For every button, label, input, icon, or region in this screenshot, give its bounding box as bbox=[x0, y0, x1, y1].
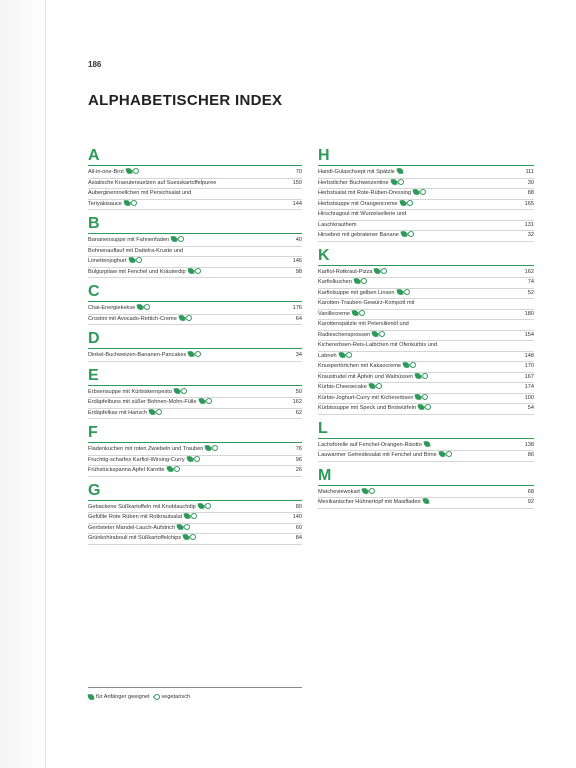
entry-name bbox=[318, 373, 518, 383]
veg-icon bbox=[172, 466, 180, 473]
index-entry[interactable] bbox=[318, 341, 534, 352]
entry-title: Gebackene Süßkartoffeln mit Knoblauchdip bbox=[88, 503, 196, 510]
entry-title: Crostini mit Avocado-Rettich-Creme bbox=[88, 315, 177, 322]
veg-icon bbox=[445, 451, 453, 458]
entry-marks bbox=[124, 200, 137, 206]
entry-page-number: 140 bbox=[292, 514, 302, 520]
beginner-icon bbox=[166, 466, 173, 472]
entry-marks bbox=[187, 456, 200, 462]
entry-title: Kürbis-Joghurt-Curry mit Kichererbsen bbox=[318, 394, 414, 401]
beginner-icon bbox=[396, 168, 403, 174]
entry-marks bbox=[188, 351, 201, 357]
index-section-c bbox=[88, 283, 302, 325]
index-entry[interactable] bbox=[88, 351, 302, 362]
entry-marks bbox=[424, 441, 430, 447]
veg-icon bbox=[421, 373, 429, 380]
index-entry[interactable] bbox=[318, 200, 534, 211]
entry-page-number: 167 bbox=[524, 373, 534, 380]
entry-page-number: 76 bbox=[295, 446, 302, 452]
entry-page-number: 86 bbox=[527, 452, 534, 458]
entry-marks bbox=[369, 383, 382, 389]
index-entry[interactable] bbox=[88, 257, 302, 268]
entry-title: Handl-Gulaschsept mit Spätzle bbox=[318, 169, 395, 175]
entry-title: Bananensuppe mit Fahnenfaden bbox=[88, 237, 170, 243]
beginner-icon bbox=[423, 441, 430, 447]
entry-name bbox=[88, 456, 286, 466]
veg-icon bbox=[211, 445, 219, 452]
entry-title: Kichererbsen-Reis-Laibchen mit Ofenkürbis und bbox=[318, 342, 438, 348]
index-entry[interactable] bbox=[318, 299, 534, 310]
entry-name bbox=[88, 257, 286, 267]
entry-title: Karfiol-Rotkraut-Pizza bbox=[318, 268, 373, 275]
index-entry[interactable] bbox=[88, 304, 302, 315]
section-letter: C bbox=[88, 283, 302, 302]
entry-marks bbox=[415, 373, 428, 379]
entry-name bbox=[318, 352, 518, 362]
index-section-a bbox=[88, 147, 302, 210]
entry-marks bbox=[184, 513, 197, 519]
entry-name bbox=[318, 289, 518, 299]
index-entry[interactable] bbox=[318, 179, 534, 190]
entry-name bbox=[88, 409, 286, 419]
entry-marks bbox=[400, 200, 413, 206]
entry-name bbox=[318, 200, 518, 210]
index-entry[interactable] bbox=[318, 168, 534, 179]
index-entry[interactable] bbox=[88, 247, 302, 258]
entry-marks bbox=[167, 466, 180, 472]
veg-icon bbox=[419, 189, 427, 196]
entry-name bbox=[318, 383, 518, 393]
index-entry[interactable] bbox=[318, 352, 534, 363]
veg-icon bbox=[378, 331, 386, 338]
entry-title: Bulgurpilaw mit Fenchel und Kräuterdip bbox=[88, 268, 186, 275]
entry-name bbox=[318, 394, 518, 404]
entry-name bbox=[88, 513, 286, 523]
entry-page-number: 74 bbox=[527, 279, 534, 285]
entry-title: Herbstsuppe mit Orangencreme bbox=[318, 200, 398, 207]
entry-title: Grünkohlrabouli mit Süßkartoffelchips bbox=[88, 535, 182, 541]
entry-name bbox=[318, 488, 518, 498]
entry-title: Frühstückspanna Apfel Karotte bbox=[88, 467, 165, 473]
index-entry[interactable] bbox=[88, 534, 302, 545]
entry-title: Vanillecreme bbox=[318, 310, 350, 317]
section-letter: E bbox=[88, 367, 302, 386]
veg-icon bbox=[421, 394, 429, 401]
index-entry[interactable] bbox=[318, 488, 534, 499]
entry-title: Lachsforelle auf Fenchel-Orangen-Risotto bbox=[318, 441, 422, 448]
page-spine bbox=[0, 0, 46, 768]
entry-page-number: 174 bbox=[524, 384, 534, 390]
entry-marks bbox=[179, 315, 192, 321]
entry-title: Hirsebrei mit gebratener Banane bbox=[318, 232, 399, 238]
entry-title: Asiatische Kraeutersuelzen auf Suesskartoffelpuree bbox=[88, 179, 217, 186]
entry-name bbox=[318, 278, 518, 288]
veg-icon bbox=[407, 231, 415, 238]
entry-title: Kürbis-Cheesecake bbox=[318, 384, 367, 390]
index-entry[interactable] bbox=[318, 320, 534, 331]
entry-title: Mexikanischer Hühnertopf mit Maisfladen bbox=[318, 499, 421, 505]
index-entry[interactable] bbox=[318, 451, 534, 462]
index-entry[interactable] bbox=[318, 310, 534, 321]
entry-title: Herbstlicher Buchweizentine bbox=[318, 179, 389, 186]
index-section-h bbox=[318, 147, 534, 242]
entry-name bbox=[88, 236, 286, 246]
entry-page-number: 148 bbox=[524, 352, 534, 359]
entry-page-number: 80 bbox=[295, 503, 302, 510]
entry-name bbox=[318, 498, 518, 508]
entry-title: All-in-one-Brot bbox=[88, 169, 124, 175]
index-entry[interactable] bbox=[88, 513, 302, 524]
entry-page-number: 64 bbox=[295, 315, 302, 322]
index-entry[interactable] bbox=[88, 456, 302, 467]
entry-name bbox=[88, 503, 286, 513]
index-entry[interactable] bbox=[318, 441, 534, 452]
entry-name bbox=[88, 388, 286, 398]
entry-name bbox=[318, 268, 518, 278]
index-entry[interactable] bbox=[88, 409, 302, 420]
entry-page-number: 131 bbox=[524, 221, 534, 228]
veg-icon bbox=[143, 304, 151, 311]
entry-title: Erdäpfelkas mit Harisch bbox=[88, 409, 148, 416]
entry-marks bbox=[126, 168, 139, 174]
veg-icon bbox=[402, 289, 410, 296]
entry-marks bbox=[137, 304, 150, 310]
veg-icon bbox=[192, 456, 200, 463]
beginner-icon bbox=[422, 498, 429, 504]
veg-icon bbox=[204, 398, 212, 405]
index-section-d bbox=[88, 330, 302, 362]
veg-icon bbox=[375, 383, 383, 390]
entry-page-number: 96 bbox=[295, 456, 302, 463]
veg-icon bbox=[180, 388, 188, 395]
index-section-m bbox=[318, 467, 534, 509]
entry-page-number: 30 bbox=[527, 179, 534, 186]
section-letter: D bbox=[88, 330, 302, 349]
index-entry[interactable] bbox=[88, 466, 302, 477]
entry-marks bbox=[188, 268, 201, 274]
entry-name bbox=[318, 189, 518, 199]
entry-marks bbox=[205, 445, 218, 451]
index-entry[interactable] bbox=[88, 268, 302, 279]
veg-icon bbox=[193, 268, 201, 275]
entry-marks bbox=[439, 451, 452, 457]
entry-marks bbox=[177, 524, 190, 530]
entry-page-number: 170 bbox=[524, 363, 534, 369]
entry-page-number: 50 bbox=[295, 388, 302, 395]
entry-marks bbox=[129, 257, 142, 263]
entry-title: Erbsensuppe mit Kürbiskernpesto bbox=[88, 388, 172, 395]
entry-marks bbox=[397, 168, 403, 174]
entry-name bbox=[88, 534, 286, 544]
entry-name bbox=[318, 451, 518, 461]
section-letter: F bbox=[88, 424, 302, 443]
entry-marks bbox=[418, 404, 431, 410]
index-entry[interactable] bbox=[88, 503, 302, 514]
entry-page-number: 54 bbox=[527, 405, 534, 411]
index-entry[interactable] bbox=[88, 524, 302, 535]
entry-title: Lauchkrauthem bbox=[318, 221, 357, 228]
entry-title: Matcheviewokart bbox=[318, 488, 360, 495]
veg-icon bbox=[405, 200, 413, 207]
entry-name bbox=[318, 179, 518, 189]
entry-title: Herbstsalat mit Rote-Rüben-Dressing bbox=[318, 190, 411, 196]
entry-page-number: 84 bbox=[295, 535, 302, 541]
entry-name bbox=[88, 304, 286, 314]
veg-icon bbox=[204, 503, 212, 510]
index-entry[interactable] bbox=[88, 179, 302, 190]
entry-page-number: 180 bbox=[524, 310, 534, 317]
entry-name bbox=[88, 524, 286, 534]
entry-page-number: 40 bbox=[295, 237, 302, 243]
entry-marks bbox=[171, 236, 184, 242]
entry-page-number: 60 bbox=[295, 524, 302, 531]
entry-marks bbox=[403, 362, 416, 368]
entry-title: Lauwarmer Getreidesalat mit Fenchel und Birne bbox=[318, 452, 437, 458]
index-entry[interactable] bbox=[318, 404, 534, 415]
entry-title: Fruchtig-scharfes Karfiol-Wirsing-Curry bbox=[88, 456, 185, 463]
entry-marks bbox=[183, 534, 196, 540]
entry-name bbox=[318, 404, 518, 414]
entry-title: Knuspertörtchen mit Kakaocreme bbox=[318, 363, 402, 369]
entry-marks bbox=[423, 498, 429, 504]
entry-page-number: 68 bbox=[527, 488, 534, 495]
entry-page-number: 62 bbox=[295, 409, 302, 416]
beginner-icon bbox=[198, 398, 205, 404]
veg-icon bbox=[368, 488, 376, 495]
entry-name bbox=[318, 221, 518, 231]
index-entry[interactable] bbox=[88, 398, 302, 409]
veg-icon bbox=[132, 168, 140, 175]
entry-marks bbox=[401, 231, 414, 237]
entry-title: Dinkel-Buchweizen-Bananen-Pancakes bbox=[88, 352, 187, 358]
entry-page-number: 98 bbox=[295, 268, 302, 275]
index-entry[interactable] bbox=[318, 278, 534, 289]
entry-name bbox=[88, 200, 286, 210]
entry-title: Labneh bbox=[318, 352, 337, 359]
legend-veg bbox=[154, 694, 191, 700]
entry-title: Teriyakisauce bbox=[88, 200, 122, 207]
entry-name bbox=[318, 310, 518, 320]
entry-title: Limettenjoghurt bbox=[88, 258, 127, 264]
entry-page-number: 32 bbox=[527, 232, 534, 238]
veg-icon bbox=[194, 351, 202, 358]
page-number: 186 bbox=[88, 60, 102, 69]
entry-name bbox=[88, 179, 286, 189]
entry-page-number: 26 bbox=[295, 467, 302, 473]
entry-marks bbox=[372, 331, 385, 337]
veg-icon bbox=[155, 409, 163, 416]
legend bbox=[88, 687, 302, 700]
entry-title: Hirschragout mit Wurzelsellerie und bbox=[318, 211, 407, 217]
entry-page-number: 165 bbox=[524, 200, 534, 207]
entry-name bbox=[318, 231, 518, 241]
entry-page-number: 162 bbox=[292, 399, 302, 405]
entry-name bbox=[88, 247, 286, 257]
index-entry[interactable] bbox=[88, 388, 302, 399]
entry-page-number: 70 bbox=[295, 169, 302, 175]
index-entry[interactable] bbox=[318, 189, 534, 200]
entry-page-number: 146 bbox=[292, 258, 302, 264]
veg-icon bbox=[130, 200, 138, 207]
index-entry[interactable] bbox=[318, 394, 534, 405]
legend-veg-label: vegetarisch bbox=[161, 694, 191, 700]
index-entry[interactable] bbox=[318, 362, 534, 373]
veg-icon bbox=[183, 524, 191, 531]
entry-page-number: 138 bbox=[524, 441, 534, 448]
entry-title: Chai-Energiekekse bbox=[88, 305, 136, 311]
veg-icon bbox=[358, 310, 366, 317]
index-section-k bbox=[318, 247, 534, 415]
section-letter: L bbox=[318, 420, 534, 439]
entry-marks bbox=[415, 394, 428, 400]
index-entry[interactable] bbox=[88, 189, 302, 200]
index-entry[interactable] bbox=[88, 236, 302, 247]
veg-icon bbox=[380, 268, 388, 275]
entry-title: Karotten-Trauben-Gewürz-Kompott mit bbox=[318, 300, 415, 306]
index-entry[interactable] bbox=[318, 498, 534, 509]
entry-title: Auberginenroellchen mit Persichsalat und bbox=[88, 190, 192, 196]
entry-name bbox=[88, 189, 286, 199]
index-entry[interactable] bbox=[88, 200, 302, 211]
entry-marks bbox=[199, 398, 212, 404]
entry-marks bbox=[198, 503, 211, 509]
veg-icon bbox=[134, 257, 142, 264]
beginner-icon bbox=[128, 257, 135, 263]
legend-beginner-label: für Anfänger geeignet bbox=[96, 694, 150, 700]
entry-page-number: 111 bbox=[525, 169, 534, 175]
index-entry[interactable] bbox=[318, 210, 534, 221]
entry-marks bbox=[374, 268, 387, 274]
index-entry[interactable] bbox=[318, 373, 534, 384]
entry-name bbox=[88, 351, 286, 361]
index-section-l bbox=[318, 420, 534, 462]
entry-name bbox=[318, 168, 518, 178]
entry-marks bbox=[391, 179, 404, 185]
veg-icon bbox=[177, 236, 185, 243]
entry-title: Gerösteter Mandel-Lauch-Aufstrich bbox=[88, 524, 176, 531]
entry-page-number: 88 bbox=[527, 190, 534, 196]
section-letter: M bbox=[318, 467, 534, 486]
entry-page-number: 176 bbox=[292, 305, 302, 311]
entry-name bbox=[88, 466, 286, 476]
entry-title: Gefüllte Rote Rüben mit Rotkrautsalat bbox=[88, 514, 183, 520]
veg-icon bbox=[185, 315, 193, 322]
index-entry[interactable] bbox=[318, 289, 534, 300]
index-section-g bbox=[88, 482, 302, 545]
entry-page-number: 162 bbox=[524, 268, 534, 275]
index-entry[interactable] bbox=[88, 445, 302, 456]
index-section-e bbox=[88, 367, 302, 420]
entry-name bbox=[88, 445, 286, 455]
section-letter: G bbox=[88, 482, 302, 501]
entry-name bbox=[88, 268, 286, 278]
section-letter: H bbox=[318, 147, 534, 166]
beginner-icon bbox=[88, 694, 95, 701]
section-letter: K bbox=[318, 247, 534, 266]
entry-title: Kraustrudel mit Äpfeln und Walnüssen bbox=[318, 373, 413, 380]
entry-page-number: 150 bbox=[292, 179, 302, 186]
entry-marks bbox=[397, 289, 410, 295]
entry-name bbox=[318, 341, 518, 351]
entry-marks bbox=[362, 488, 375, 494]
entry-marks bbox=[339, 352, 352, 358]
index-column-right bbox=[318, 147, 534, 514]
entry-name bbox=[318, 362, 518, 372]
entry-name bbox=[318, 331, 518, 341]
entry-name bbox=[318, 441, 518, 451]
veg-icon bbox=[152, 693, 160, 701]
entry-marks bbox=[413, 189, 426, 195]
index-entry[interactable] bbox=[88, 168, 302, 179]
entry-name bbox=[88, 398, 286, 408]
index-section-b bbox=[88, 215, 302, 278]
entry-name bbox=[318, 299, 518, 309]
entry-marks bbox=[149, 409, 162, 415]
index-entry[interactable] bbox=[318, 221, 534, 232]
entry-page-number: 52 bbox=[527, 289, 534, 296]
entry-title: Kürbissuppe mit Speck und Brotwürfeln bbox=[318, 405, 416, 411]
veg-icon bbox=[189, 534, 197, 541]
legend-beginner bbox=[88, 694, 150, 700]
entry-name bbox=[318, 320, 518, 330]
index-entry[interactable] bbox=[318, 331, 534, 342]
veg-icon bbox=[409, 362, 417, 369]
entry-name bbox=[88, 168, 286, 178]
entry-page-number: 92 bbox=[527, 499, 534, 505]
index-column-left bbox=[88, 147, 302, 550]
veg-icon bbox=[396, 179, 404, 186]
entry-page-number: 100 bbox=[524, 394, 534, 401]
entry-name bbox=[88, 315, 286, 325]
index-section-f bbox=[88, 424, 302, 477]
entry-title: Erdäpfelbuns mit süßer Bohnen-Mohn-Fülle bbox=[88, 399, 197, 405]
entry-title: Karfiolsuppe mit gelben Linsen bbox=[318, 289, 395, 296]
entry-title: Radieschensprossen bbox=[318, 331, 371, 338]
entry-marks bbox=[352, 310, 365, 316]
page-title: ALPHABETISCHER INDEX bbox=[88, 92, 283, 109]
entry-page-number: 144 bbox=[292, 200, 302, 207]
entry-title: Bohnenauflauf mit Dattelra-Kruste und bbox=[88, 247, 184, 254]
entry-title: Karottenspätzle mit Petersilienöl und bbox=[318, 321, 409, 327]
veg-icon bbox=[424, 404, 432, 411]
veg-icon bbox=[190, 513, 198, 520]
entry-marks bbox=[354, 278, 367, 284]
index-entry[interactable] bbox=[318, 268, 534, 279]
veg-icon bbox=[344, 352, 352, 359]
section-letter: B bbox=[88, 215, 302, 234]
entry-name bbox=[318, 210, 518, 220]
entry-marks bbox=[174, 388, 187, 394]
entry-title: Fladenkuchen mit roten Zwiebeln und Trauben bbox=[88, 446, 204, 452]
index-entry[interactable] bbox=[88, 315, 302, 326]
entry-title: Karfiolkuchen bbox=[318, 279, 352, 285]
veg-icon bbox=[360, 278, 368, 285]
index-entry[interactable] bbox=[318, 231, 534, 242]
entry-page-number: 154 bbox=[524, 331, 534, 338]
index-entry[interactable] bbox=[318, 383, 534, 394]
entry-page-number: 34 bbox=[295, 352, 302, 358]
section-letter: A bbox=[88, 147, 302, 166]
